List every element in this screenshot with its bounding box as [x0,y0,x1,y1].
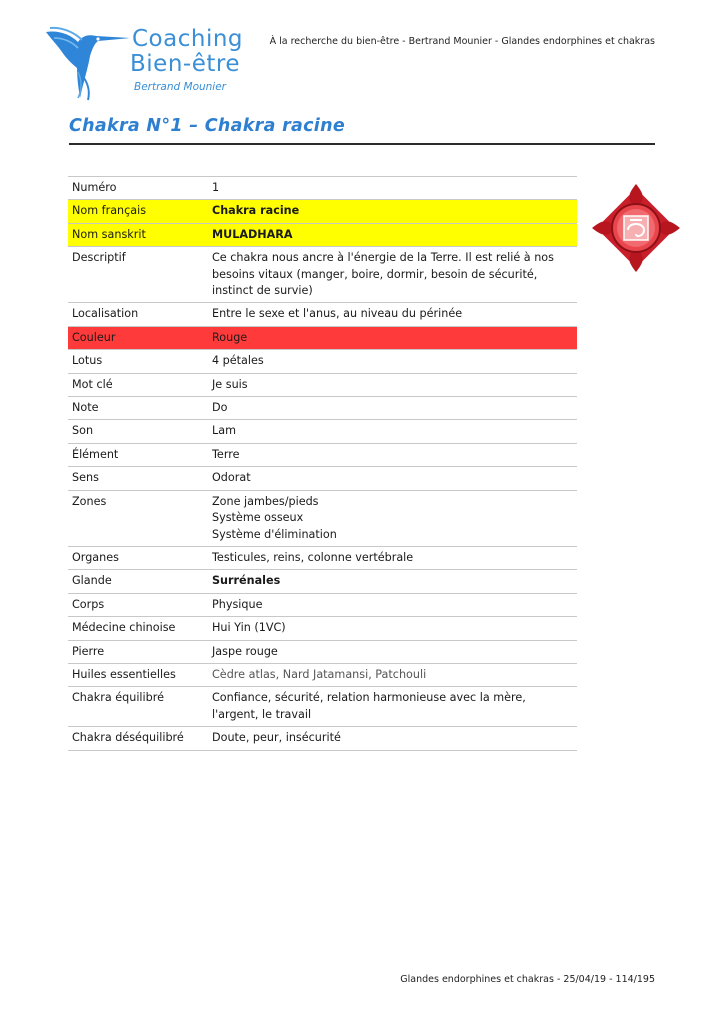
row-value: Surrénales [212,574,281,588]
title-divider [69,143,655,145]
zone-item: Système osseux [212,511,304,525]
site-logo [44,22,244,102]
row-label: Zones [72,494,107,508]
row-label: Nom sanskrit [68,223,206,246]
root-chakra-emblem-icon [588,180,684,276]
table-row-organes [68,546,577,569]
table-row-lotus [68,350,577,373]
row-label: Organes [72,550,119,564]
zone-item: Zone jambes/pieds [212,494,319,508]
row-label: Numéro [72,181,117,194]
row-label: Corps [72,597,105,611]
row-label: Note [72,401,99,415]
hummingbird-icon [44,24,134,102]
chakra-info-table [68,176,577,751]
row-label: Localisation [72,307,139,321]
logo-text-bien-etre: Bien-être [130,51,240,77]
row-label: Glande [72,574,112,588]
logo-text-coaching: Coaching [132,26,244,52]
row-label: Son [72,424,94,438]
table-row-element [68,443,577,466]
row-value: MULADHARA [206,223,577,246]
row-value: Rouge [206,326,577,349]
table-row-chakra-equilibre [68,687,577,727]
row-label: Mot clé [72,377,113,391]
row-label: Pierre [72,644,105,658]
row-label: Couleur [68,326,206,349]
page-footer: Glandes endorphines et chakras - 25/04/19 - 114/195 [400,974,655,985]
header-breadcrumb: À la recherche du bien-être - Bertrand Mounier - Glandes endorphines et chakras [269,36,655,47]
row-value: Hui Yin (1VC) [212,621,286,635]
zone-item: Système d'élimination [212,527,337,541]
row-value: Physique [212,597,263,611]
table-row-note [68,397,577,420]
logo-text-author: Bertrand Mounier [134,81,226,93]
row-value: Entre le sexe et l'anus, au niveau du périnée [212,307,463,321]
row-label: Descriptif [72,251,126,265]
table-row-son [68,420,577,443]
table-row-chakra-desequilibre [68,727,577,750]
row-value: Lam [212,424,236,438]
row-label: Élément [72,447,119,461]
table-row-nom-francais [68,200,577,223]
table-row-nom-sanskrit [68,223,577,246]
table-row-corps [68,593,577,616]
row-label: Huiles essentielles [72,667,176,681]
row-label: Chakra déséquilibré [72,731,184,745]
table-row-mot-cle [68,373,577,396]
table-row-descriptif [68,247,577,303]
table-row-huiles-essentielles [68,663,577,686]
row-value: Terre [212,447,240,461]
row-value: 4 pétales [212,354,264,368]
table-row-medecine-chinoise [68,617,577,640]
table-row-couleur [68,326,577,349]
table-row-sens [68,467,577,490]
row-value: Testicules, reins, colonne vertébrale [212,550,414,564]
row-value: Confiance, sécurité, relation harmonieuse avec la mère, l'argent, le travail [212,691,526,721]
row-value: 1 [212,181,220,194]
table-row-glande [68,570,577,593]
table-row-numero [68,177,577,200]
row-label: Médecine chinoise [72,621,176,635]
row-label: Chakra équilibré [72,691,164,705]
table-row-pierre [68,640,577,663]
row-label: Nom français [68,200,206,223]
row-label: Sens [72,471,99,485]
table-row-zones [68,490,577,546]
page-title: Chakra N°1 – Chakra racine [69,116,346,136]
row-value [206,490,577,546]
row-value: Doute, peur, insécurité [212,731,341,745]
row-label: Lotus [72,354,103,368]
row-value: Cèdre atlas, Nard Jatamansi, Patchouli [212,667,427,681]
row-value: Je suis [212,377,248,391]
row-value: Chakra racine [206,200,577,223]
row-value: Do [212,401,228,415]
row-value: Jaspe rouge [212,644,278,658]
row-value: Ce chakra nous ancre à l'énergie de la Terre. Il est relié à nos besoins vitaux (manger, boire, dormir, besoin de sécurité, instinct de survie) [212,251,554,298]
row-value: Odorat [212,471,251,485]
table-row-localisation [68,303,577,326]
